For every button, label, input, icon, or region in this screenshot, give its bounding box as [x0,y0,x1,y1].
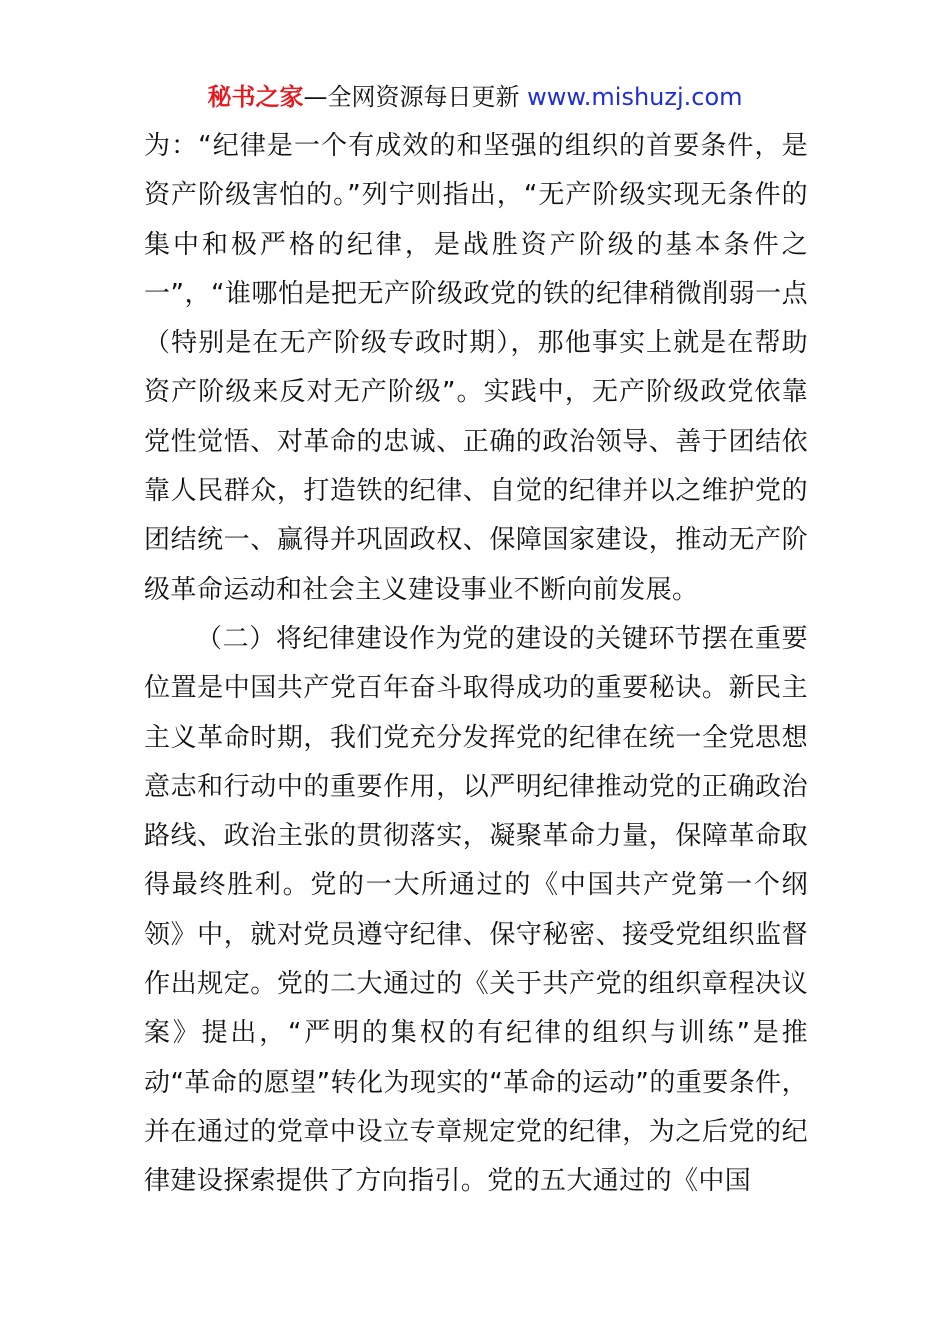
site-tagline: —全网资源每日更新 [303,83,520,111]
site-header [0,80,950,114]
site-url-link[interactable]: www.mishuzj.com [527,83,743,111]
site-brand: 秘书之家 [207,83,304,111]
paragraph-section-two: （二）将纪律建设作为党的建设的关键环节摆在重要位置是中国共产党百年奋斗取得成功的重要秘诀。新民主主义革命时期，我们党充分发挥党的纪律在统一全党思想意志和行动中的重要作用，以严明纪律推动党的正确政治路线、政治主张的贯彻落实，凝聚革命力量，保障革命取得最终胜利。党的一大所通过的《中国共产党第一个纲领》中，就对党员遵守纪律、保守秘密、接受党组织监督作出规定。党的二大通过的《关于共产党的组织章程决议案》提出，“严明的集权的有纪律的组织与训练”是推动“革命的愿望”转化为现实的“革命的运动”的重要条件，并在通过的党章中设立专章规定党的纪律，为之后党的纪律建设探索提供了方向指引。党的五大通过的《中国 [144,623,808,1197]
document-body [144,122,808,1207]
paragraph-continuation: 为：“纪律是一个有成效的和坚强的组织的首要条件，是资产阶级害怕的。”列宁则指出，“无产阶级实现无条件的集中和极严格的纪律，是战胜资产阶级的基本条件之一”，“谁哪怕是把无产阶级政党的铁的纪律稍微削弱一点（特别是在无产阶级专政时期），那他事实上就是在帮助资产阶级来反对无产阶级”。实践中，无产阶级政党依靠党性觉悟、对革命的忠诚、正确的政治领导、善于团结依靠人民群众，打造铁的纪律、自觉的纪律并以之维护党的团结统一、赢得并巩固政权、保障国家建设，推动无产阶级革命运动和社会主义建设事业不断向前发展。 [144,131,808,605]
